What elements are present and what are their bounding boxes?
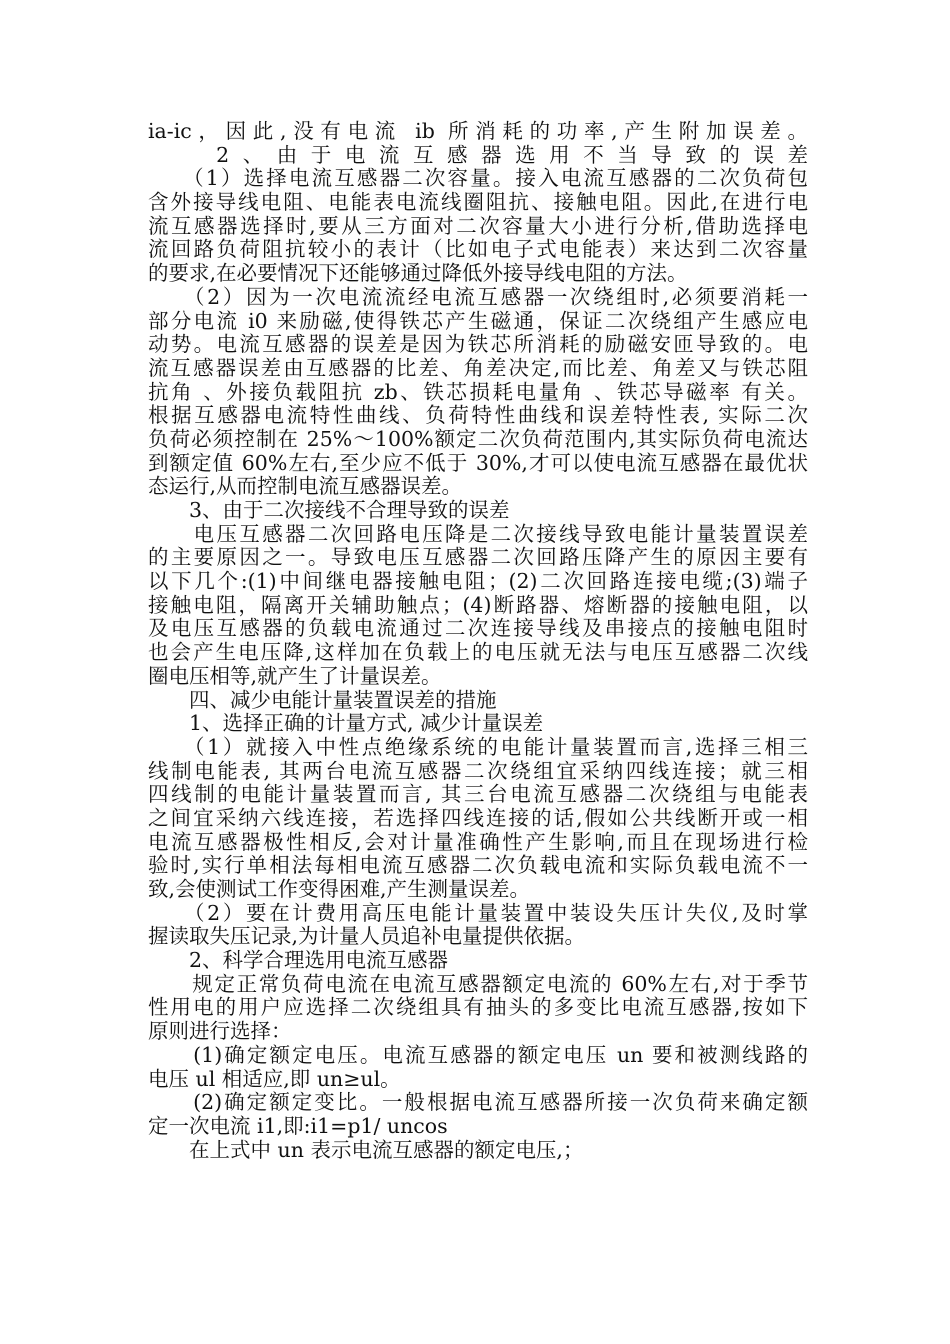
text-line: ia-ic，因此,没有电流 ib 所消耗的功率,产生附加误差。 bbox=[148, 119, 808, 143]
section-heading: 2、科学合理选用电流互感器 bbox=[148, 948, 449, 973]
text-line: 电压互感器二次回路电压降是二次接线导致电能计量装置误差 bbox=[148, 521, 808, 546]
text-line: 根据互感器电流特性曲线、负荷特性曲线和误差特性表, 实际二次 bbox=[148, 403, 808, 428]
text-line: 流互感器选择时,要从三方面对二次容量大小进行分析,借助选择电 bbox=[148, 213, 808, 238]
text-line: (2)确定额定变比。一般根据电流互感器所接一次负荷来确定额 bbox=[148, 1090, 808, 1115]
text-line: 动势。电流互感器的误差是因为铁芯所消耗的励磁安匝导致的。电 bbox=[148, 332, 808, 357]
text-line: 验时,实行单相法每相电流互感器二次负载电流和实际负载电流不一 bbox=[148, 853, 808, 878]
text-line: 规定正常负荷电流在电流互感器额定电流的 60%左右,对于季节 bbox=[148, 971, 808, 996]
text-line: 在上式中 un 表示电流互感器的额定电压,； bbox=[148, 1137, 584, 1162]
text-line: (1)确定额定电压。电流互感器的额定电压 un 要和被测线路的 bbox=[148, 1042, 808, 1067]
text-line: （2）要在计费用高压电能计量装置中装设失压计失仪,及时掌 bbox=[148, 900, 808, 925]
text-line: 电压 ul 相适应,即 un≥ul。 bbox=[148, 1066, 401, 1091]
text-line: 致,会使测试工作变得困难,产生测量误差。 bbox=[148, 877, 531, 901]
text-line: 接触电阻，隔离开关辅助触点；(4)断路器、熔断器的接触电阻，以 bbox=[148, 592, 808, 617]
text-line: 流互感器误差由互感器的比差、角差决定,而比差、角差又与铁芯阻 bbox=[148, 355, 808, 380]
text-line: 的要求,在必要情况下还能够通过降低外接导线电阻的方法。 bbox=[148, 261, 688, 286]
text-line: 原则进行选择： bbox=[148, 1019, 292, 1044]
text-line: （1）选择电流互感器二次容量。接入电流互感器的二次负荷包 bbox=[148, 166, 808, 191]
text-line: 部分电流 i0 来励磁,使得铁芯产生磁通，保证二次绕组产生感应电 bbox=[148, 308, 808, 333]
text-line: 握读取失压记录,为计量人员追补电量提供依据。 bbox=[148, 924, 586, 949]
text-line: 性用电的用户应选择二次绕组具有抽头的多变比电流互感器,按如下 bbox=[148, 995, 808, 1020]
text-line: 线制电能表, 其两台电流互感器二次绕组宜采纳四线连接；就三相 bbox=[148, 758, 808, 783]
text-line: 定一次电流 i1,即:i1=p1/ uncos bbox=[148, 1113, 448, 1138]
text-line: （1）就接入中性点绝缘系统的电能计量装置而言,选择三相三 bbox=[148, 734, 808, 759]
text-line: 到额定值 60%左右,至少应不低于 30%,才可以使电流互感器在最优状 bbox=[148, 450, 808, 475]
text-line: 流回路负荷阻抗较小的表计（比如电子式电能表）来达到二次容量 bbox=[148, 237, 808, 262]
text-line: 以下几个:(1)中间继电器接触电阻；(2)二次回路连接电缆;(3)端子 bbox=[148, 569, 808, 594]
section-heading: 3、由于二次接线不合理导致的误差 bbox=[148, 498, 510, 522]
text-line: （2）因为一次电流流经电流互感器一次绕组时,必须要消耗一 bbox=[148, 284, 808, 309]
text-line: 抗角 、外接负载阻抗 zb、铁芯损耗电量角 、铁芯导磁率 有关。 bbox=[148, 379, 808, 404]
text-line: 电流互感器极性相反,会对计量准确性产生影响,而且在现场进行检 bbox=[148, 829, 808, 854]
section-heading: 四、减少电能计量装置误差的措施 bbox=[148, 687, 497, 712]
section-heading: 1、选择正确的计量方式, 减少计量误差 bbox=[148, 711, 544, 736]
section-heading: 2、由于电流互感器选用不当导致的误差 bbox=[148, 142, 808, 167]
text-line: 也会产生电压降,这样加在负载上的电压就无法与电压互感器二次线 bbox=[148, 640, 808, 665]
text-line: 含外接导线电阻、电能表电流线圈阻抗、接触电阻。因此,在进行电 bbox=[148, 190, 808, 215]
text-line: 负荷必须控制在 25%～100%额定二次负荷范围内,其实际负荷电流达 bbox=[148, 426, 808, 451]
text-line: 态运行,从而控制电流互感器误差。 bbox=[148, 474, 463, 499]
text-line: 四线制的电能计量装置而言, 其三台电流互感器二次绕组与电能表 bbox=[148, 782, 808, 807]
document-body bbox=[148, 120, 808, 1162]
text-line: 之间宜采纳六线连接，若选择四线连接的话,假如公共线断开或一相 bbox=[148, 805, 808, 830]
text-line: 圈电压相等,就产生了计量误差。 bbox=[148, 663, 442, 688]
text-line: 的主要原因之一。导致电压互感器二次回路压降产生的原因主要有 bbox=[148, 545, 808, 570]
text-line: 及电压互感器的负载电流通过二次连接导线及串接点的接触电阻时 bbox=[148, 616, 808, 641]
